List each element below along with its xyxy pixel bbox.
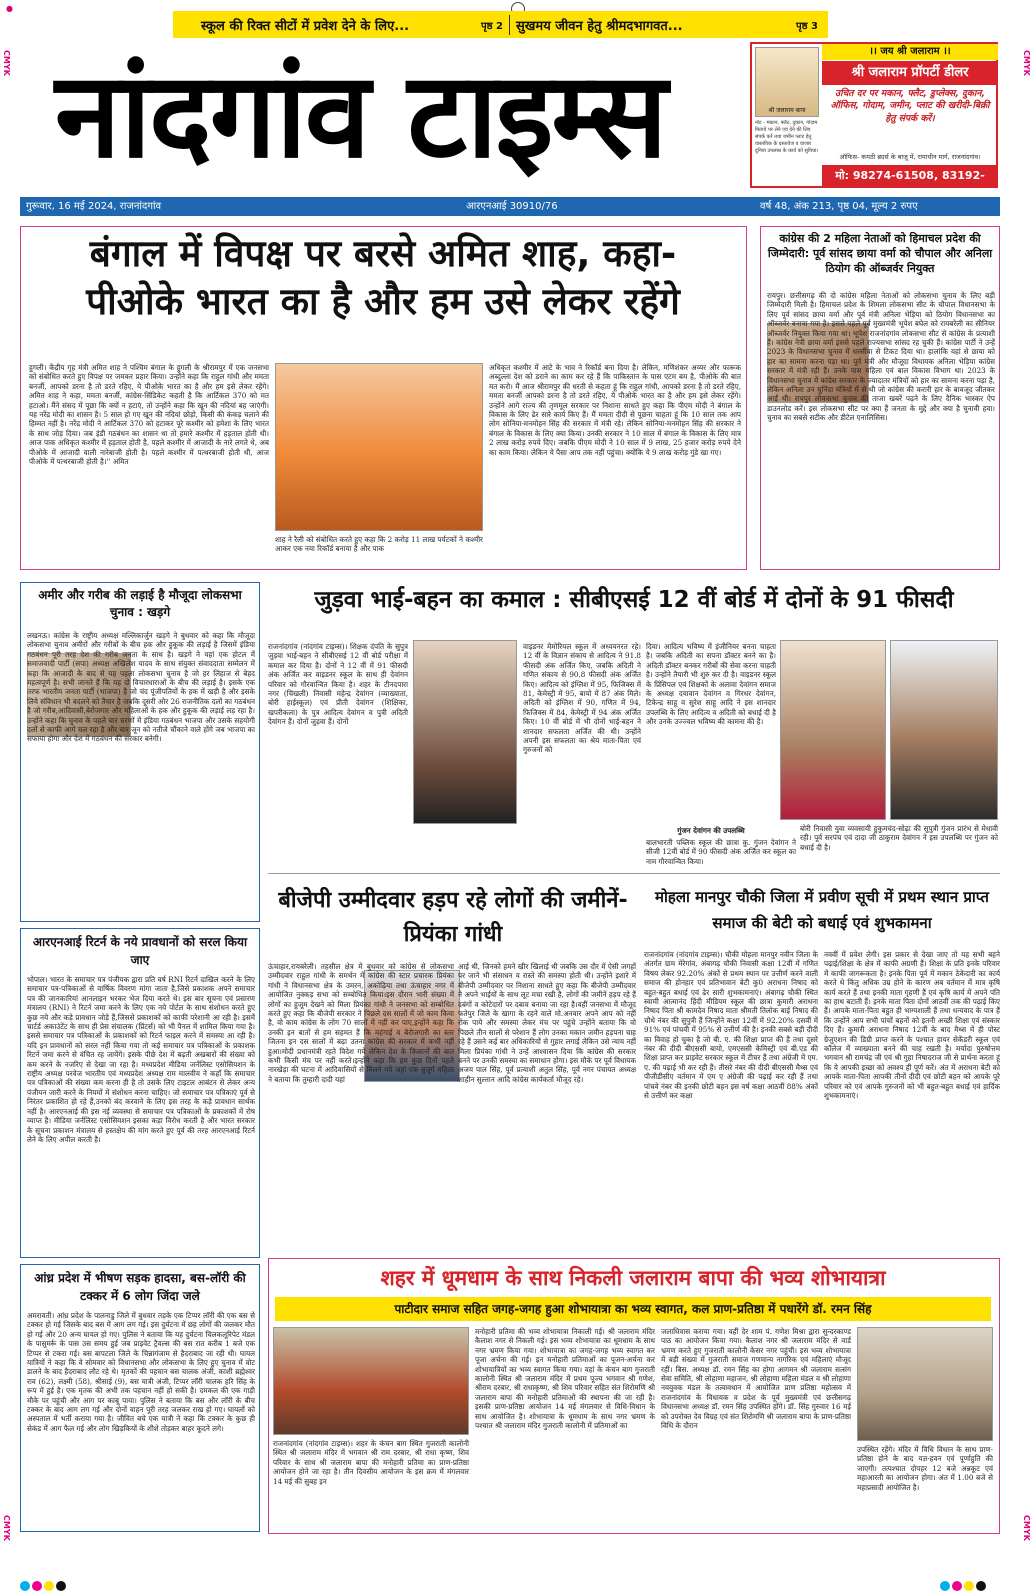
twins-col2: वाइडनर मेमोरियल स्कूल में अध्ययनरत रहे। 12 वीं के विज्ञान संकाय से आदित्य ने 91.8 फीसदी अंक अर्जित किए, जबकि अदिती ने गणित संकाय से 90.8 फीसदी अंक अर्जित किए। आदित्य को इंग्लिश में 95, फिजिक्स में 81, केमेस्ट्री में 95, बायो में 87 अंक मिले। अदिती को इंग्लिश में 90, गणित में 94, फिजिक्स में 84, केमेस्ट्री में 94 अंक अर्जित किए। 10 वीं बोर्ड में भी दोनों भाई-बहन ने शानदार सफलता अर्जित की थी। उन्होंने अपनी इस सफलता का श्रेय माता-पिता एवं गुरुजनों को (523, 642, 641, 755)
kharge-story (20, 582, 260, 1532)
priyanka-col2: आई थी, जिनको हमने खीर खिलाई थी जबकि उस दौर में ऐसी जगहों पर जाने भी संसाधन व रास्ते की समस्या होती थी। उन्होंने इशारे में बीजेपी उम्मीदवार पर निशाना साधते हुए कहा कि बीजेपी उम्मीदवार ने अपने भाईयों के साथ लूट मचा रखी है, लोगों की जमीनें हड़प रहे हैं दबंगों व कोटेदारों पर दबाव बनाया जा रहा है।वहीं जनसभा में मौजूद फतेपुर जिले के खागा के रहने वाले मो.अनवार अपने आप को नहीं रोक पाये और समस्या लेकर मंच पर पहुंचे उन्होंने बताया कि वो पिछले तीन सालों से परेशान हैं लोग उनका मकान जमीन हड़पना चाह रहे हैं उसने कई बार अधिकारियों से गुहार लगाई लेकिन उसे न्याय नहीं मिला प्रियंका गांधी ने उन्हें आश्वासन दिया कि कांग्रेस की सरकार बनने पर उनकी समस्या का समाधान होगा। इस मौके पर पूर्व विधायक अजय पाल सिंह, पूर्व प्रत्याशी अतुल सिंह, पूर्व नगर पंचायत अध्यक्ष शाहीन सुल्तान आदि कांग्रेस कार्यकर्ता मौजूद रहे। (458, 962, 636, 1084)
teaser-bar (173, 11, 828, 38)
priyanka-col1: ऊंचाहार,रायबरेली। तहसील क्षेत्र में बुधवार को कांग्रेस से लोकसभा उम्मीदवार राहुल गांधी के समर्थन में कांग्रेस की स्टार प्रचारक प्रियंका गांधी ने विधानसभा क्षेत्र के उमरन, अकोढ़िया तथा ऊंचाहार नगर में आयोजित नुक्कड़ सभा को सम्बोधित किया।इस दौरान भारी संख्या में लोगों का हुजूम देखने को मिला प्रियंका गांधी ने जनसभा को सम्बोधित करते हुए कहा कि बीजेपी सरकार ने पिछले दस सालों में जो काम किया है, वो काम कांग्रेस के लोग 70 सालों में नहीं कर पाए,इन्होंने कहा कि उनकी इन बातों से हम सहमत हैं कि महंगाई व बेरोजगारी का स्तर जितना इन दस सालों में बढ़ा उतना कांग्रेस की सरकार में कभी नहीं हुआ।मोदी प्रधानमंत्री रहते विदेश गये लेकिन देश के किसानों की बात कभी किसी मंच पर नहीं करते।इन्होंने कहा कि हम कुछ दिनों पहले नारखेड़ा की घटना में आदिवासियों से मिलने गये जहां एक बुजुर्ग महिला ने बताया कि तुम्हारी दादी यहां (268, 962, 454, 1084)
color-strip (20, 1576, 68, 1595)
congress-body: रायपुर। छत्तीसगढ़ की दो कांग्रेस महिला नेताओं को लोकसभा चुनाव के लिए बड़ी जिम्मेदारी मिली है। हिमाचल प्रदेश के शिमला लोकसभा सीट के चौपाल विधानसभा के लिए पूर्व सांसद छाया वर्मा और पूर्व मंत्री अनिला भेड़िया को ठियोग विधानसभा का ऑब्जर्वर बनाया गया है। इससे पहले पूर्व मुख्यमंत्री भूपेश बघेल को रायबरेली का सीनियर ऑब्जर्वर नियुक्त किया गया था। भूपेश राजनांदगांव लोकसभा सीट से कांग्रेस के प्रत्याशी हैं। कांग्रेस नेत्री छाया वर्मा इससे पहले राज्यसभा सांसद रह चुकी हैं। कांग्रेस पार्टी ने उन्हें 2023 के विधानसभा चुनाव में धरसींवा से टिकट दिया था। हालांकि यहां से छाया को हार का सामना करना पड़ा था। पूर्व मंत्री और मौजूदा विधायक अनिला भेड़िया कांग्रेस सरकार में मंत्री रही हैं। उनके पास महिला एवं बाल विकास विभाग था। 2023 के विधानसभा चुनाव में कांग्रेस सरकार के ज्यादातर मंत्रियों को हार का सामना करना पड़ा है, लेकिन अनिला उन चुनिंदा मंत्रियों में से थी जो कांग्रेस की करारी हार के बावजूद जीतकर आईं थी। रायपुर लोकसभा चुनाव की ताजा खबरें पढ़ने के लिए दैनिक भास्कर ऐप डाउनलोड करें। इस लोकसभा सीट पर क्या हैं जनता के मुद्दे और क्या है चुनावी हवा। चुनाव का सबसे सटीक और डीटेल एनालिसिस। (767, 291, 995, 423)
procession-photo-2 (857, 1327, 993, 1441)
mohla-col2: नववीं में प्रवेश लेगी। इस प्रकार से देखा जाए तो यह सभी बहने पढ़ाई/शिक्षा के क्षेत्र में काफी अग्रणी हैं। शिक्षा के प्रति इनके परिवार में काफी जागरूकता है। इनके पिता पूर्व में मकान ठेकेदारी का कार्य करते थे किंतु अधिक उम्र होने के कारण अब वर्तमान में मात्र कृषि कार्य करते हैं तथा इनकी माता गृहणी हैं एवं कृषि कार्य में अपने पति का हाथ बटाती हैं। इनके माता पिता दोनों आठवीं तक की पढ़ाई किए हैं। आपके माता-पिता बहुत ही भाग्यशाली हैं तथा धन्यवाद के पात्र हैं कि उन्होंने आप सभी पांचों बहनों को इतनी अच्छी शिक्षा एवं संस्कार दिए हैं। कुमारी अराधना निषाद 12वीं के बाद मैथ्स में ही पोस्ट ग्रेजुएशन की डिग्री प्राप्त करने के पश्चात हायर सेकेंडरी स्कूल एवं कॉलेज में व्याख्याता बनने की चाह रखती है। मर्यादा पुरुषोत्तम भगवान श्री रामचंद्र जी एवं श्री गुहा निषादराज जी से प्रार्थना करता हूं कि ये आपकी इच्छा को अवश्य ही पूर्ण करें। अंत में अराधना बेटी को आपके माता-पिता आपकी तीनों दीदी एवं छोटी बहन को आपके पूरे परिवार को एवं आपके गुरुजनों को भी बहुत-बहुत बधाई एवं हार्दिक शुभकामनाएं। (824, 950, 1000, 1101)
jalaram-subhead[interactable]: पाटीदार समाज सहित जगह-जगह हुआ शोभायात्रा का भव्य स्वागत, कल प्राण-प्रतिष्ठा में पधारेंगे डॉ. रमन सिंह (275, 1297, 991, 1321)
lead-col1: हुगली। केंद्रीय गृह मंत्री अमित शाह ने पश्चिम बंगाल के हुगली के श्रीरामपुर में एक जनसभा को संबोधित करते हुए विपक्ष पर जमकर प्रहार किया। उन्होंने कहा कि राहुल गांधी और ममता बनर्जी, आपको डरना है तो डरते रहिए, ये पीओके भारत का है और हम इसे लेकर रहेंगे। अमित शाह ने कहा, ममता बनर्जी, कांग्रेस-सिंडिकेट कहती है कि आर्टिकल 370 को मत हटाओ। मैंने संसद में पूछा कि क्यों न हटाएं, तो उन्होंने कहा कि खून की नदियां बह जाएंगी। यह नरेंद्र मोदी का शासन है। 5 साल हो गए खून की नदियां छोड़ो, किसी की कंकड़ चलाने की हिम्मत नहीं है। नरेंद्र मोदी ने आर्टिकल 370 को हटाकर पूरे कश्मीर को हमेशा के लिए भारत के साथ जोड़ दिया। जब इंडी गठबंधन का शासन था तो हमारे कश्मीर में हड़ताल होती थी। आज पाक अधिकृत कश्मीर में हड़ताल होती है, पहले कश्मीर में आजादी के नारे लगते थे, अब पीओके में आजादी वाली नारेबाजी होती है। पहले कश्मीर में पत्थरबाजी होती थी, आज पीओके में पत्थरबाजी होती है।'' अमित (29, 363, 269, 467)
andhra-headline[interactable]: आंध्र प्रदेश में भीषण सड़क हादसा, बस-लॉरी की टक्कर में 6 लोग जिंदा जले (34, 1271, 246, 1303)
jalaram-story (268, 1258, 1000, 1534)
cmyk-mark-right: CMYK (1022, 50, 1031, 76)
dateline-bar (20, 197, 1000, 216)
dateline-date: गुरूवार, 16 मई 2024, राजनांदगांव (26, 201, 162, 212)
mohla-col1: राजनांदगांव (नांदगांव टाइम्स)। चौकी मोहला मानपुर नवीन जिला के अंतर्गत ग्राम मेरेगांव, अंबागढ़ चौकी निवासी कक्षा 12वीं में गणित विषय लेकर 92.20% अंकों से प्रथम स्थान पर उत्तीर्ण करने वाली समाज की होनहार एवं प्रतिभावान बेटी कु0 अराधना निषाद को बहुत-बहुत बधाई एवं ढेर सारी शुभकामनाएं। अंबागढ़ चौकी स्थित स्वामी आत्मानंद हिंदी मीडियम स्कूल की छात्रा कुमारी अराधना निषाद पिता श्री कामदेव निषाद माता श्रीमती तिलोक बाई निषाद की चौथे नंबर की सुपुत्री हैं जिन्होंने कक्षा 12वीं में 92.20% दसवीं में 91% एवं पांचवी में 95% से उत्तीर्ण की है। इनकी सबसे बड़ी दीदी का विवाह हो चुका है जो बी. ए. की शिक्षा प्राप्त की है तथा दूसरे नंबर की दीदी बीएससी बायो, एमएससी केमिस्ट्री एवं बी.एड की शिक्षा प्राप्त कर प्राइवेट सरकार स्कूल में टीचर हैं तथा अंग्रेजी में एम. ए. की पढ़ाई भी कर रही हैं। तीसरे नंबर की दीदी बीएससी मैथ्स एवं पीजीडीसीए वर्तमान में एम ए अंग्रेजी की पढ़ाई कर रही हैं तथा पांचवे नंबर की इनकी छोटी बहन इस वर्ष कक्षा आठवीं 88% अंकों से उत्तीर्ण कर कक्षा (644, 950, 818, 1101)
jalaram-col3: जलाधिवास कराया गया। वहीं देर शाम पं. गणेश मिश्रा द्वारा सुन्दरकाण्ड पाठ का आयोजन किया गया। कैलाश नगर श्री जलाराम मंदिर से वार्ड भ्रमण करते हुए गुजराती कालोनी केसर नगर पहुंची। इस भव्य शोभायात्रा में बड़ी संख्या में गुजराती समाज गणमान्य नागरिक एवं महिलाएं मौजूद रहीं। बिस. अध्यक्ष डॉ. रमन सिंह का होगा आगमन श्री जलाराम सत्संग सेवा समिति, श्री लोहाणा महाजन, श्री लोहाणा महिला मंडल व श्री लोहाणा नवयुवक मंडल के तत्वावधान में आयोजित प्राण प्रतिष्ठा महोत्सव में राजनांदगांव के विधायक व प्रदेश के पूर्व मुख्यमंत्री एवं छत्तीसगढ़ विधानसभा अध्यक्ष डॉ. रमन सिंह उपस्थित होंगे। डॉ. सिंह गुरुवार 16 मई को उपरोक्त देव विग्रह एवं संत शिरोमणि श्री जलाराम बापा के प्राण-प्रतिष्ठा विधि के दौरान (661, 1327, 851, 1431)
rni-body: भोपाल। भारत के समाचार पत्र पंजीयक द्वारा प्रति वर्ष RNI रिटर्न दाखिल करने के लिए समाचार पत्र-पत्रिकाओं से वार्षिक विवरण मांगा जाता है,जिसे प्रकाशक अपने समाचार पत्र की जानकारियां आनलाइन भरकर भेज दिया करते थे। इस बार सूचना एवं प्रसारण मंत्रालय (RNI) ने रिटर्न जमा करने के लिए एक नये पोर्टल के साथ संशोधन करते हुए कुछ नये और कड़े प्रावधान जोड़े हैं,जिससे प्रकाशकों को काफी परेशानी आ रही है। इसमें चार्टर्ड अकाउंटेंट के साथ ही प्रेस संचालक (प्रिंटर्स) को भी पैनल में शामिल किया गया है। इससे समाचार पत्र पत्रिकाओं के प्रकाशकों को रिटर्न फाइल करने में समस्या आ रही है। यदि इन प्रावधानों को सरल नहीं किया गया तो कई समाचार पत्र पत्रिकाओं के प्रकाशक रिटर्न जमा करने से वंचित रह जायेंगे। इसके पीछे देश में बढ़ती अखबारों की संख्या को कम करने के नजरिए से देखा जा रहा है। मध्यप्रदेश मीडिया जर्नलिस्ट एसोसियशन के राष्ट्रीय अध्यक्ष परवेज भारतीय एवं मध्यप्रदेश अध्यक्ष राम मालवीय ने कहाँ कि समाचार पत्र पत्रिकाओं की संख्या कम करना ही है तो उसके लिए टाइटल आबंटन से लेकर अन्य पंजीयन जारी करने के नियमों में संशोधन करना चाहिए। जो समाचार पत्र पत्रिकाएं पूर्व से निरंतर प्रकाशित हो रहे हैं,उनको बंद करवाने के लिए इस तरह के कड़े प्रावधान सार्थक नहीं है। आरएनआई की इस नई व्यवस्था से समाचार पत्र पत्रिकाओं के प्रकाशकों में रोष व्याप्त है। मीडिया जर्नलिस्ट एसोसियशन इसका कड़ा विरोध करती है और भारत सरकार के सूचना प्रकाशन मंत्रालय से हस्तक्षेप की मांग करते हुए पूर्व की तरह आरएनआई रिटर्न लेने के लिए अपील करती है। (27, 975, 255, 1144)
student-photo-girl (413, 640, 517, 824)
dateline-rni: आरएनआई 30910/76 (466, 201, 558, 212)
lead-col3: अधिकृत कश्मीर में आटे के भाव ने रिकॉर्ड बना दिया है। लेकिन, मणिशंकर अय्यर और फारूक अब्दुल्ला देश को डराने का काम कर रहे हैं कि पाकिस्तान के पास एटम बम है, पीओके की बात मत करो। मैं आज श्रीरामपुर की धरती से कहता हूं कि राहुल गांधी, आपको डरना है तो डरते रहिए, ममता बनर्जी आपको डरना है तो डरते रहिए, ये पीओके भारत का है और हम इसे लेकर रहेंगे। उन्होंने आगे राज्य की तृणमूल सरकार पर निशाना साधते हुए कहा कि पीएम मोदी ने बंगाल के विकास के लिए ढेर सारे कार्य किए हैं। मैं ममता दीदी से पूछना चाहता हूं कि 10 साल तक आप लोग सोनिया-मनमोहन सिंह की सरकार में मंत्री रहे। लेकिन सोनिया-मनमोहन सिंह की सरकार ने बंगाल के विकास के लिए क्या किया। उनकी सरकार ने 10 साल में बंगाल के विकास के लिए मात्र 2 लाख करोड़ रुपये दिए। जबकि पीएम मोदी ने 10 साल में 9 लाख, 25 हजार करोड़ रुपये देने का काम किया। लेकिन ये पैसा आप तक नहीं पहुंचा। क्योंकि ये 9 लाख करोड़ गुंडे खा गए। (489, 363, 741, 457)
property-ad[interactable] (750, 42, 998, 188)
twins-col1: राजनांदगांव (नांदगांव टाइम्स)। शिक्षक दंपति के सुपुत्र जुड़वा भाई-बहन ने सीबीएसई 12 वीं बोर्ड परीक्षा में कमाल कर दिया है। दोनों ने 12 वीं में 91 फीसदी अंक अर्जित कर वाइडनर स्कूल के साथ ही देवांगन परिवार को गौरवान्वित किया है। शहर के टीनदपारा नगर (चिखली) निवासी महेन्द्र देवांगन (व्याख्याता, बोरी हाईस्कूल) एवं प्रीती देवांगन (शिक्षिका, खपरीकला) के पुत्र आदित्य देवांगन व पुत्री अदिती देवांगन हैं। दोनों जुड़वा हैं। दोनों (268, 642, 408, 727)
lead-headline-2[interactable]: पीओके भारत का है और हम उसे लेकर रहेंगे (86, 280, 680, 323)
rni-box (20, 928, 260, 1258)
procession-photo-1 (273, 1327, 469, 1435)
rni-headline[interactable]: आरएनआई रिटर्न के नये प्रावधानों को सरल किया जाए (32, 935, 248, 967)
congress-story (760, 226, 1000, 570)
twins-caption-right: बोरी निवासी युवा व्यवसायी हुकुमचंद-सोढ़ा की सुपुत्री गुंजन प्रारंभ से मेधावी रही। पूर्व सरपंच एवं दादा जी ठाकुराम देवांगन ने इस उपलब्धि पर गुंजन को बधाई दी है। (800, 824, 998, 852)
student-photo-2 (890, 640, 998, 820)
student-photo-1 (780, 640, 886, 820)
teaser-left[interactable]: स्कूल की रिक्त सीटों में प्रवेश देने के लिए... (201, 18, 410, 34)
teaser-right-page: पृष्ठ 3 (795, 20, 818, 32)
jalaram-col2: मनोहारी प्रतिमा की भव्य शोभायात्रा निकाली गई। श्री जलाराम मंदिर कैलाश नगर से निकली गई। इस भव्य शोभायात्रा का धूमधाम के साथ नगर भ्रमण किया गया। शोभायात्रा का जगह-जगह भव्य स्वागत कर पूजा अर्चना की गई। इन मनोहारी प्रतिमाओं का पूजन-अर्चना कर शोभायात्रियों का भव्य स्वागत किया गया। वहां के कंचन बाग गुजराती कालोनी स्थित श्री जलाराम मंदिर में प्रथम पूज्य भगवान श्री गणेश, श्रीराम दरबार, श्री राधाकृष्ण, श्री शिव परिवार सहित संत शिरोमणि श्री जलाराम बापा की मनोहारी प्रतिमाओं की स्थापना की जा रही है। इसकी प्राण-प्रतिष्ठा आयोजन 14 मई मंगलवार से विधि-विधान के साथ आयोजित है। शोभायात्रा के धूमधाम के साथ नगर भ्रमण के पश्चात श्री जलाराम मंदिर गुजराती कालोनी में प्रतिमाओं का (475, 1327, 655, 1431)
amit-shah-photo (275, 363, 483, 531)
cmyk-mark-left: CMYK (2, 50, 11, 76)
dateline-issue: वर्ष 48, अंक 213, पृष्ठ 04, मूल्य 2 रुपए (760, 201, 918, 212)
amit-shah-caption: शाह ने रैली को संबोधित करते हुए कहा कि 2 करोड़ 11 लाख पर्यटकों ने कश्मीर आकर एक नया रिकॉर्ड बनाया है और पाक (275, 535, 483, 554)
ad-tagline: ।। जय श्री जलाराम ।। (822, 44, 998, 60)
teaser-right[interactable]: सुखमय जीवन हेतु श्रीमदभागवत... (516, 18, 683, 34)
twins-story (268, 582, 1000, 874)
andhra-body: अमरावती। आंध्र प्रदेश के पालनाडु जिले में बुधवार तड़के एक टिप्पर लॉरी की एक बस से टक्कर हो गई जिसके बाद बस में आग लग गई। इस दुर्घटना में छह लोगों की जलकर मौत हो गई और 20 अन्य घायल हो गए। पुलिस ने बताया कि यह दुर्घटना चिलकलूरिपेट मंडल के पासुमर्रू के पास उस समय हुई जब प्राइवेट ट्रैवल्स की बस रात करीब 1 बजे एक टिप्पर से टकरा गई। बस बापटला जिले के चिन्नागंजाम से हैदराबाद जा रही थी। घायल यात्रियों ने कहा कि वे सोमवार को विधानसभा और लोकसभा के लिए हुए चुनाव में वोट डालने के बाद हैदराबाद लौट रहे थे। मृतकों की पहचान बस चालक अंजी, काशी ब्रह्मेश्वर राव (62), लक्ष्मी (58), श्रीसाई (9), बस यात्री अंजी, टिप्पर लॉरी चालक हरि सिंह के रूप में हुई है। एक मृतक की अभी तक पहचान नहीं हो सकी है। दमकल की एक गाड़ी मौके पर पहुंची और आग पर काबू पाया। पुलिस ने बताया कि बस और लॉरी के बीच टक्कर के बाद आग लग गई और दोनों वाहन पूरी तरह जलकर राख हो गए। घायलों को अस्पताल में भर्ती कराया गया है। जीवित बचे एक यात्री ने कहा कि टक्कर के कुछ ही सेकंड में आग फैल गई और लोग खिड़कियों के शीशे तोड़कर बाहर कूदने लगे। (27, 1311, 255, 1433)
twins-caption-left: गुंजन देवांगन की उपलब्धि (677, 826, 745, 835)
mohla-story (644, 880, 1000, 1250)
jalaram-headline[interactable]: शहर में धूमधाम के साथ निकली जलाराम बापा की भव्य शोभायात्रा (380, 1266, 886, 1290)
priyanka-story (268, 880, 638, 1250)
ad-phone[interactable]: मो: 98274-61508, 83192- (822, 165, 998, 186)
jalaram-photo-caption: श्री जलाराम बापा (768, 107, 806, 114)
kharge-box (20, 582, 260, 922)
ad-name: श्री जलाराम प्रॉपर्टी डीलर (822, 61, 998, 85)
andhra-box (20, 1264, 260, 1532)
jalaram-col4: उपस्थित रहेंगे। मंदिर में विधि विधान के साथ प्राण-प्रतिष्ठा होने के बाद यज्ञ-हवन एवं पूर्णाहुति की जाएगी। तत्पश्चात दोपहर 12 बजे अन्नकूट एवं महाआरती का आयोजन होगा। अंत में 1.00 बजे से महाप्रसादी आयोजित है। (857, 1445, 993, 1492)
twins-col3: दिया। आदित्य भविष्य में इंजीनियर बनना चाहता है। जबकि अदिती का सपना डॉक्टर बनने का है। अदिती डॉक्टर बनकर गरीबों की सेवा करना चाहती है। उन्होंने तैयारी भी शुरु कर दी है। वाइडनर स्कूल के प्रिंसिपल एवं शिक्षकों के अलावा देवांगन समाज के अध्यक्ष दयावान देवांगन व गिरधर देवांगन, टिकेन्द्र साहू व सुरेश साहू आदि ने इस शानदार उपलब्धि के लिए आदित्य व अदिती को बधाई दी है और उनके उज्ज्वल भविष्य की कामना की है। (646, 642, 776, 727)
ad-body: उचित दर पर मकान, फ्लैट, डुप्लेक्स, दुकान, ऑफिस, गोदाम, जमीन, प्लाट की खरीदी-बिक्री हेतु संपर्क करें। (830, 88, 990, 124)
ad-office: ऑफिस- कमठी ब्रदर्स के बाजू में, रामाधीन मार्ग, राजनांदगांव। (839, 153, 981, 161)
cmyk-mark-bottom-left: CMYK (2, 1515, 11, 1541)
registration-mark-top-left: ● (6, 4, 13, 13)
masthead-title: नांदगांव टाइम्स (55, 46, 666, 184)
twins-caption-mid: बालभारती पब्लिक स्कूल की छात्रा कु. गुंजन देवांगन ने सीजी 12वीं बोर्ड में 90 फीसदी अंक अर्जित कर स्कूल का नाम गौरवान्वित किया। (646, 838, 796, 866)
ad-note: नोट - मकान, फ्लैट, दुकान, गोदाम किराये पर लेने एवं देने की लिए संपर्क करें तथा जमीन प्लाट हेतु वास्तविक के दस्तावेज व वाजार दुनिया उपलब्ध के कार्य को सुविधा। (755, 120, 819, 154)
twins-headline[interactable]: जुड़वा भाई-बहन का कमाल : सीबीएसई 12 वीं बोर्ड में दोनों के 91 फीसदी (314, 587, 954, 613)
teaser-left-page: पृष्ठ 2 (480, 20, 503, 32)
kharge-headline[interactable]: अमीर और गरीब की लड़ाई है मौजूदा लोकसभा चुनाव : खड़गे (38, 588, 242, 619)
priyanka-headline[interactable]: बीजेपी उम्मीदवार हड़प रहे लोगों की जमीनें- प्रियंका गांधी (278, 888, 628, 947)
jalaram-col1: राजनांदगांव (नांदगांव टाइम्स)। शहर के कंचन बाग स्थित गुजराती कालोनी स्थित श्री जलाराम मंदिर में भगवान श्री राम दरबार, श्री राधा कृष्ण, शिव परिवार के साथ श्री जलाराम बापा की मनोहारी प्रतिमा का प्राण-प्रतिष्ठा आयोजन होने जा रहा है। तीन दिवसीय आयोजन के इस क्रम में मंगलवार 14 मई की सुबह इन (273, 1439, 469, 1486)
lead-story (20, 226, 747, 570)
congress-headline[interactable]: कांग्रेस की 2 महिला नेताओं को हिमाचल प्रदेश की जिम्मेदारी: पूर्व सांसद छाया वर्मा को चौपाल और अनिला ठियोग की ऑब्जर्वर नियुक्त (767, 232, 993, 275)
mohla-headline[interactable]: मोहला मानपुर चौकी जिला में प्रवीण सूची में प्रथम स्थान प्राप्त समाज की बेटी को बधाई एवं शुभकामना (655, 888, 989, 932)
color-strip-right (940, 1576, 988, 1595)
lead-headline-1[interactable]: बंगाल में विपक्ष पर बरसे अमित शाह, कहा- (89, 232, 677, 275)
cmyk-mark-bottom-right: CMYK (1022, 1515, 1031, 1541)
kharge-body: लखनऊ। कांग्रेस के राष्ट्रीय अध्यक्ष मल्लिकार्जुन खड़गे ने बुधवार को कहा कि मौजूदा लोकसभा चुनाव अमीरों और गरीबों के बीच हक और हुकूक की लड़ाई है जिसमें इंडिया गठबंधन पूरी तरह देश की गरीब जनता के साथ है। खड़गे ने यहां एक होटल में समाजवादी पार्टी (सपा) अध्यक्ष अखिलेश यादव के साथ संयुक्त संवाददाता सम्मेलन में कहा कि आजादी के बाद से यह पहला लोकसभा चुनाव है जो हर लिहाज से बेहद महत्वपूर्ण है। सभी जानते हैं कि यह दो विचारधाराओं के बीच की लड़ाई है। इसके एक तरफ भारतीय जनता पार्टी (भाजपा) है जो चंद पूंजीपतियों के हक में खड़ी है और इसके लिये संविधान भी बदलने को तैयार है जबकि दूसरी ओर 26 राजनीतिक दलों का गठबंधन है जो गरीब,आदिवासी,बेरोजगार और महिलाओं के हक और हुकूक की लड़ाई लड़ रहा है। उन्होंने कहा कि चुनाव के पहले चार चरणों में इंडिया गठबंधन भाजपा और उसके सहयोगी दलों से काफी आगे चल रहा है और चार जून को नतीजे चौंकाने वाले होंगे जब भाजपा का सफाया होगा और देश में गठबंधन की सरकार बनेगी। (27, 631, 255, 744)
